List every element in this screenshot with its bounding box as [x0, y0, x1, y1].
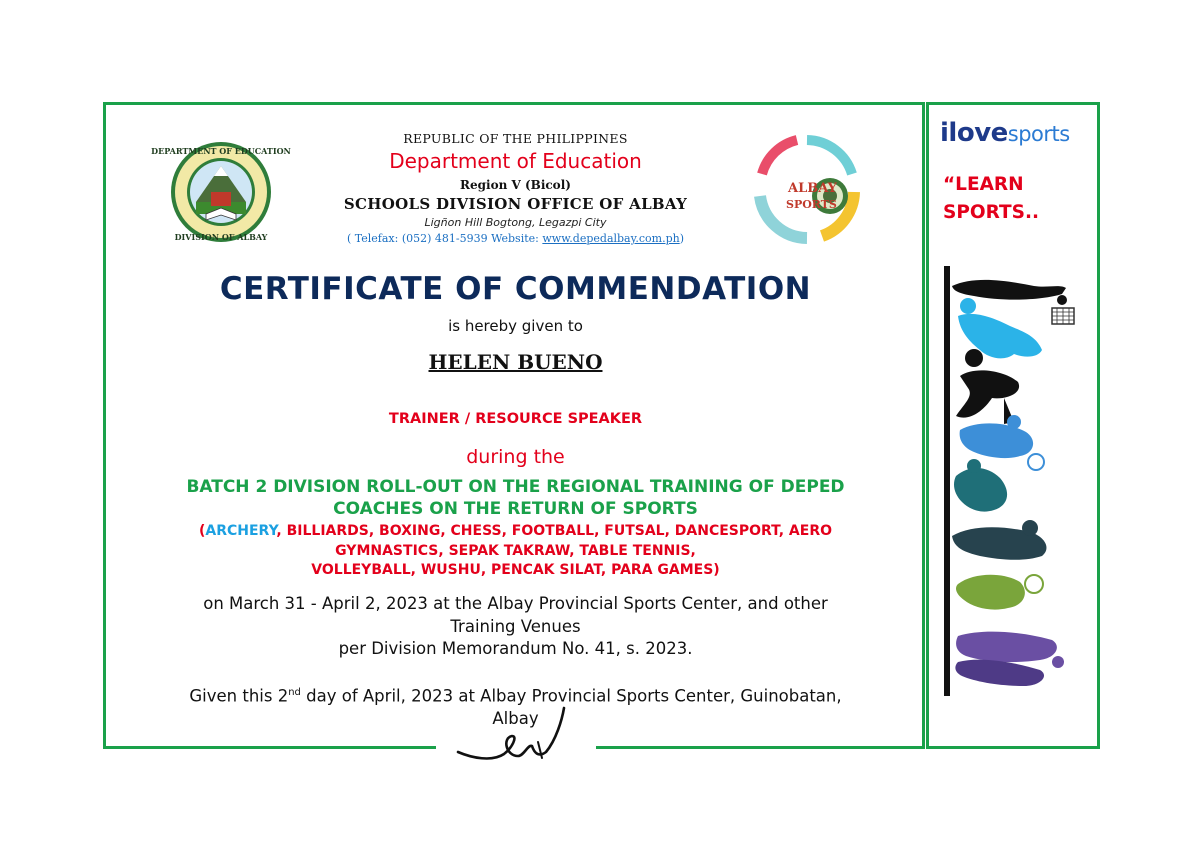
venue-details	[118, 593, 913, 661]
brand-sports: sports	[1007, 122, 1070, 146]
header-region: Region V (Bicol)	[460, 178, 571, 192]
recipient-role: TRAINER / RESOURCE SPEAKER	[388, 411, 643, 427]
slogan	[943, 171, 1039, 227]
athletes-illustration	[944, 266, 1084, 696]
venue-line2: Training Venues	[450, 616, 581, 636]
sidebar-divider	[922, 102, 929, 749]
contact-telefax: ( Telefax: (052) 481-5939 Website:	[346, 232, 543, 245]
sports-list	[128, 522, 903, 581]
event-title	[118, 476, 913, 520]
given-date-suffix: day of April, 2023 at Albay Provincial Sports Center, Guinobatan,	[300, 686, 842, 706]
ilovesports-logo	[940, 118, 1070, 148]
given-date-ordinal: nd	[288, 687, 301, 698]
albay-sports-logo	[752, 134, 862, 244]
contact-close: )	[679, 232, 685, 245]
header-republic: REPUBLIC OF THE PHILIPPINES	[403, 131, 628, 146]
sport-archery: ARCHERY	[205, 523, 277, 539]
svg-text:DIVISION OF ALBAY: DIVISION OF ALBAY	[174, 232, 268, 242]
given-date-prefix: Given this 2	[189, 686, 289, 706]
sports-open-paren: (	[198, 523, 206, 539]
venue-line1: on March 31 - April 2, 2023 at the Albay Provincial Sports Center, and other	[203, 594, 828, 613]
certificate-title: CERTIFICATE OF COMMENDATION	[219, 271, 812, 307]
slogan-line1: “LEARN	[943, 174, 1024, 195]
header-office: SCHOOLS DIVISION OFFICE OF ALBAY	[343, 195, 688, 213]
event-title-line1: BATCH 2 DIVISION ROLL-OUT ON THE REGIONAL TRAINING OF DEPED	[186, 477, 845, 497]
memorandum-line: per Division Memorandum No. 41, s. 2023.	[338, 639, 693, 658]
sports-list-line1	[128, 522, 903, 542]
recipient-name: HELEN BUENO	[428, 350, 603, 374]
given-to-text: is hereby given to	[448, 317, 583, 335]
given-date-line2: Albay	[492, 708, 539, 728]
sports-list-line1-rest: , BILLIARDS, BOXING, CHESS, FOOTBALL, FUTSAL, DANCESPORT, AERO	[276, 523, 833, 539]
during-text: during the	[466, 446, 565, 468]
logo-text-sports: SPORTS	[786, 198, 837, 211]
sports-list-line3: VOLLEYBALL, WUSHU, PENCAK SILAT, PARA GAMES)	[311, 562, 720, 578]
event-title-line2: COACHES ON THE RETURN OF SPORTS	[333, 499, 698, 519]
header-department: Department of Education	[389, 149, 642, 173]
logo-text-albay: ALBAY	[788, 181, 837, 196]
header-address: Ligñon Hill Bogtong, Legazpi City	[424, 216, 607, 229]
svg-text:DEPARTMENT OF EDUCATION: DEPARTMENT OF EDUCATION	[151, 146, 291, 156]
website-link[interactable]: www.depedalbay.com.ph	[542, 232, 680, 245]
sports-list-line2: GYMNASTICS, SEPAK TAKRAW, TABLE TENNIS,	[335, 542, 696, 559]
signature	[452, 700, 572, 770]
brand-love: love	[948, 118, 1008, 148]
brand-i: i	[940, 118, 949, 148]
slogan-line2: SPORTS..	[943, 202, 1040, 223]
